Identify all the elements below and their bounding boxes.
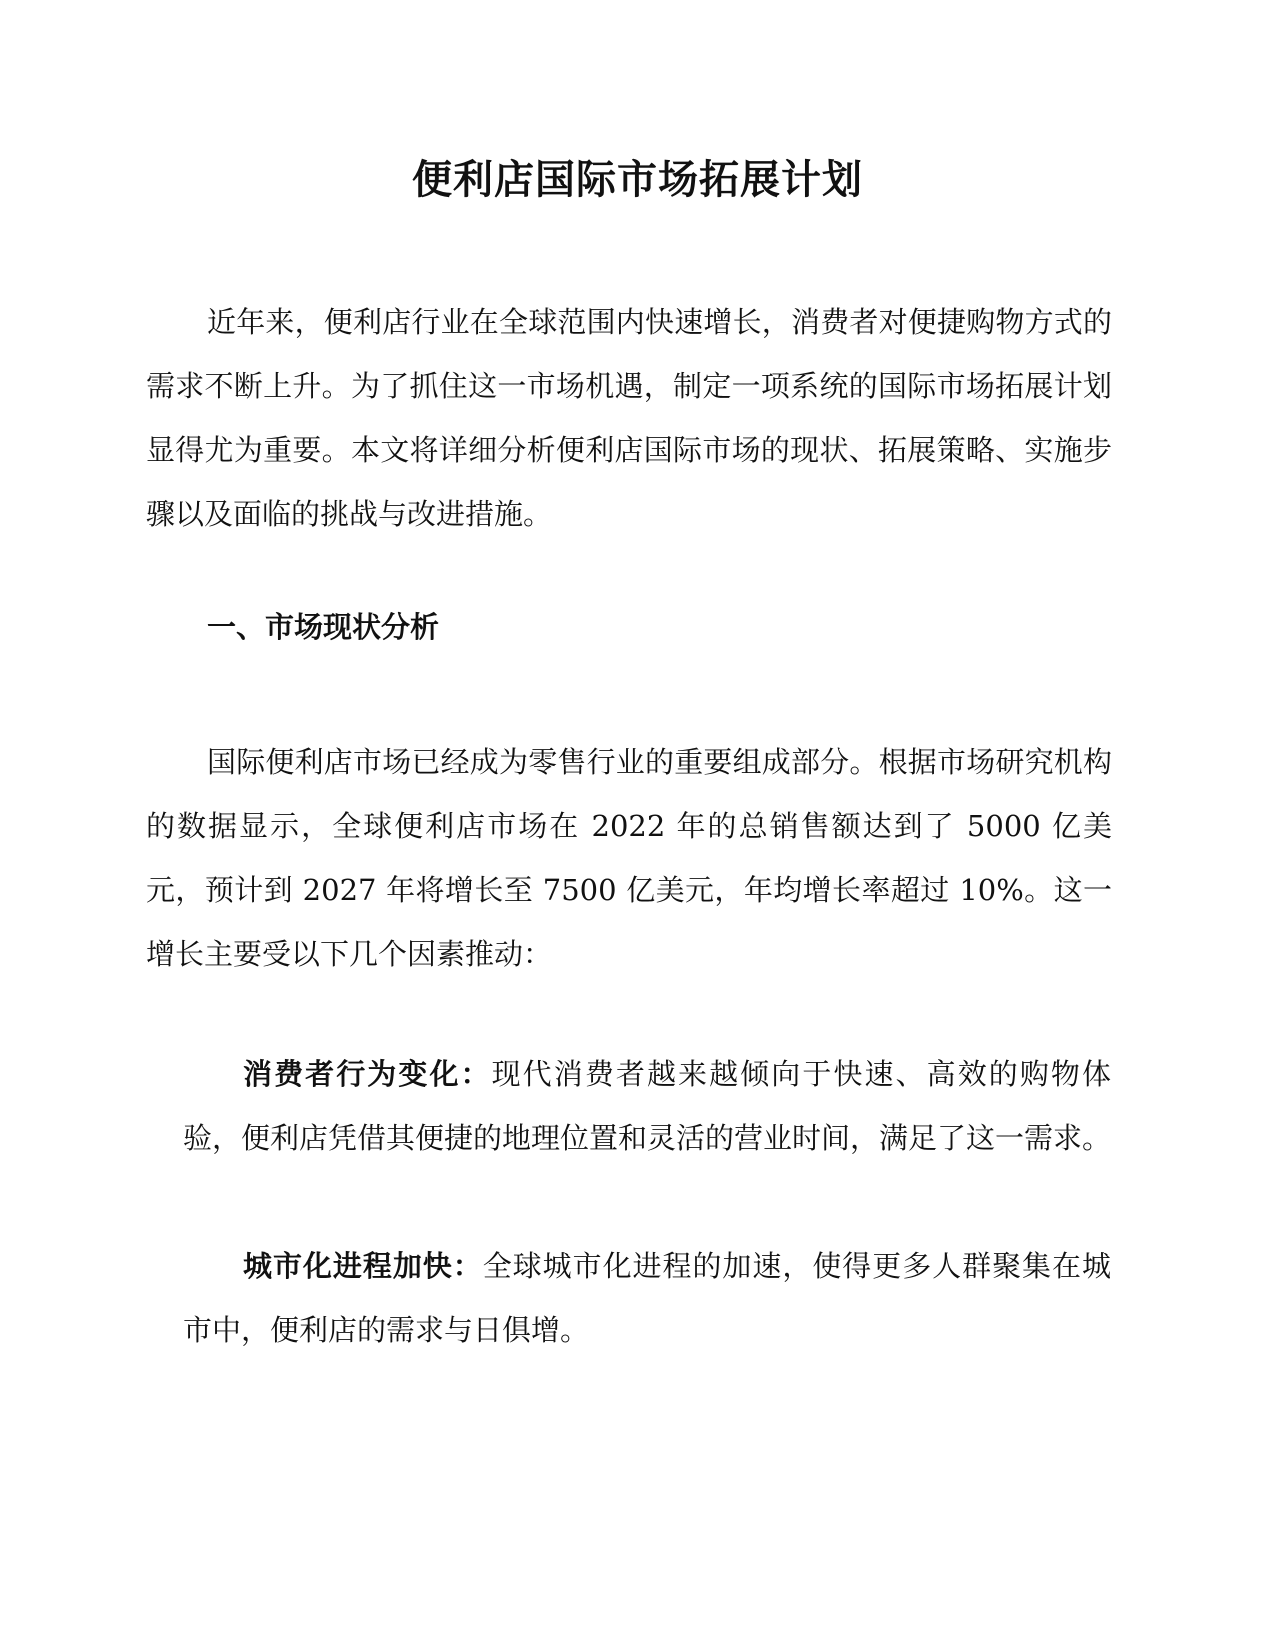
factor-label: 城市化进程加快： [243,1249,483,1283]
intro-paragraph: 近年来，便利店行业在全球范围内快速增长，消费者对便捷购物方式的需求不断上升。为了抓住这一市场机遇，制定一项系统的国际市场拓展计划显得尤为重要。本文将详细分析便利店国际市场的现状、拓展策略、实施步骤以及面临的挑战与改进措施。 [146,305,1112,531]
document-title: 便利店国际市场拓展计划 [412,157,863,203]
factor-text: 现代消费者越来越倾向于快速、高效的购物体验，便利店凭借其便捷的地理位置和灵活的营业时间，满足了这一需求。 [183,1057,1112,1155]
factor-item [183,1234,1111,1362]
section-paragraph: 国际便利店市场已经成为零售行业的重要组成部分。根据市场研究机构的数据显示，全球便利店市场在 2022 年的总销售额达到了 5000 亿美元，预计到 2027 年将增长至 7500 亿美元，年均增长率超过 10%。这一增长主要受以下几个因素推动： [146,745,1112,971]
section-heading: 一、市场现状分析 [207,610,440,644]
factor-item [183,1042,1111,1170]
factor-label: 消费者行为变化： [243,1057,492,1091]
factor-text: 全球城市化进程的加速，使得更多人群聚集在城市中，便利店的需求与日俱增。 [183,1249,1111,1347]
